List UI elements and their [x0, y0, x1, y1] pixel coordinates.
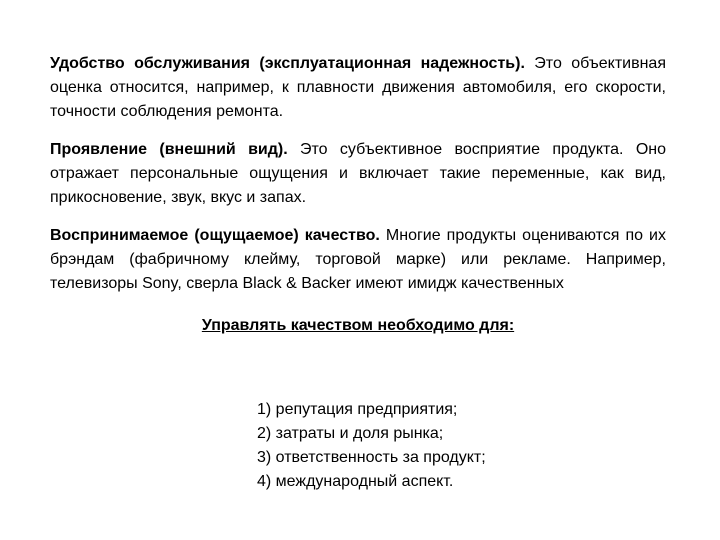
paragraph-term: Проявление (внешний вид). [50, 141, 288, 158]
paragraph-perceived-quality [50, 224, 666, 296]
list-item: 3) ответственность за продукт; [257, 449, 486, 466]
paragraph-serviceability [50, 52, 666, 124]
paragraph-appearance [50, 138, 666, 210]
quality-management-heading: Управлять качеством необходимо для: [201, 317, 515, 334]
slide-content [50, 52, 666, 338]
list-item: 1) репутация предприятия; [257, 401, 458, 418]
paragraph-term: Удобство обслуживания (эксплуатационная надежность). [50, 55, 525, 72]
paragraph-text: Многие продукты оцениваются по их брэндам (фабричному клейму, торговой марке) или рекламе. Например, телевизоры Sony, сверла Black & Backer имеют имидж качественных [50, 227, 666, 292]
list-item: 4) международный аспект. [257, 473, 454, 490]
paragraph-term: Воспринимаемое (ощущаемое) качество. [50, 227, 380, 244]
reasons-list [257, 398, 486, 494]
paragraph-text: Это субъективное восприятие продукта. Оно отражает персональные ощущения и включает такие переменные, как вид, прикосновение, звук, вкус и запах. [50, 141, 667, 206]
list-item: 2) затраты и доля рынка; [257, 425, 444, 442]
paragraph-text: Это объективная оценка относится, например, к плавности движения автомобиля, его скорости, точности соблюдения ремонта. [50, 55, 666, 120]
